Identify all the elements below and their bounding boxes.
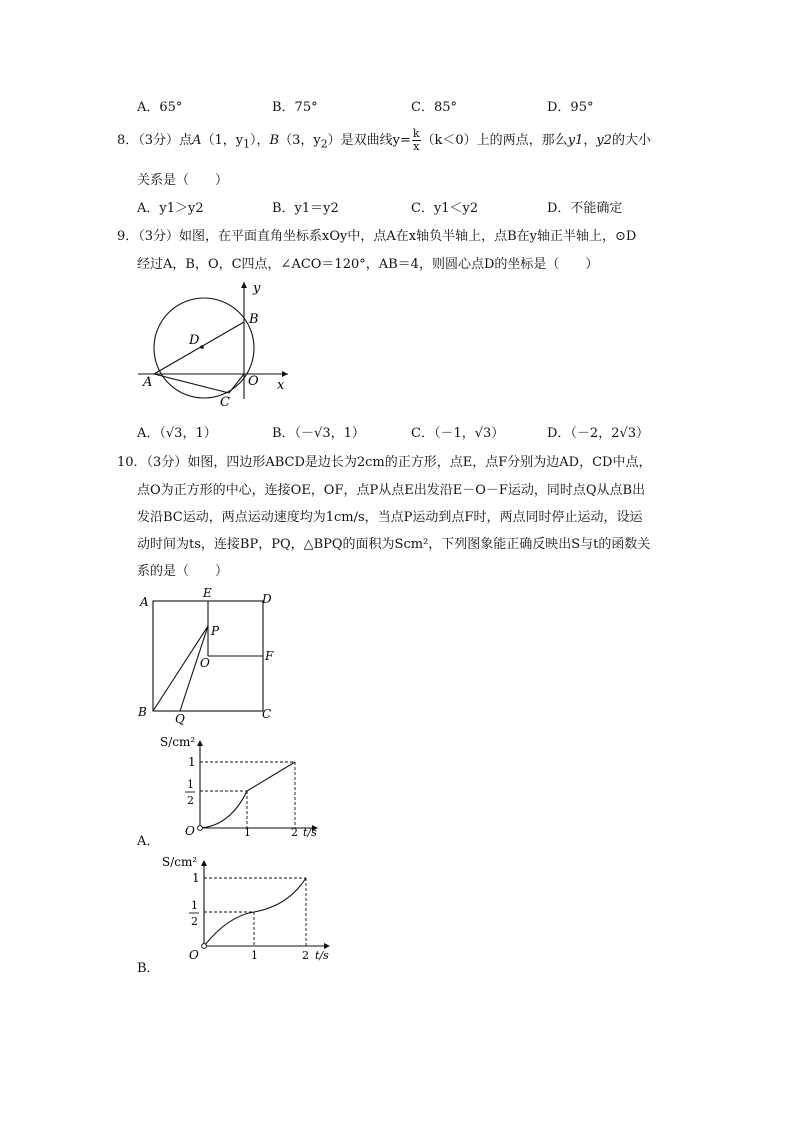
q9-circle-figure — [138, 278, 298, 410]
q9-stem-line1: 9．（3分）如图，在平面直角坐标系xOy中，点A在x轴负半轴上，点B在y轴正半轴上，⊙D — [117, 229, 637, 244]
q9-label-o: O — [248, 374, 259, 389]
q10-label-b: B — [138, 705, 147, 719]
q10-graph-b-xtick-2: 2 — [302, 949, 309, 962]
q10-label-q: Q — [175, 712, 185, 726]
q10-label-d: D — [262, 592, 272, 606]
q9-label-d: D — [189, 333, 200, 348]
q10-label-o: O — [200, 656, 210, 670]
q10-stem-line1: 10．（3分）如图，四边形ABCD是边长为2cm的正方形，点E，点F分别为边AD，CD中点， — [117, 455, 652, 470]
q9-option-c[interactable]: C．（－1，√3） — [411, 426, 505, 441]
q7-option-c[interactable]: C．85° — [411, 100, 457, 115]
q9-label-x: x — [277, 378, 285, 393]
q10-graph-b-xlabel: t/s — [315, 949, 329, 962]
q10-stem-line3: 发沿BC运动，两点运动速度均为1cm/s，当点P运动到点F时，两点同时停止运动，设运 — [137, 510, 643, 525]
q10-graph-a-origin: O — [185, 824, 195, 838]
q10-square-figure — [134, 586, 284, 726]
q8-fraction: $\frac{k}{x}$ — [412, 127, 420, 153]
q10-stem-line5: 系的是（ ） — [137, 564, 229, 579]
q10-graph-a-xtick-1: 1 — [244, 826, 251, 839]
q10-graph-a — [158, 730, 328, 840]
q7-option-d[interactable]: D．95° — [547, 100, 594, 115]
q10-graph-a-ytick-1: 1 — [188, 755, 196, 769]
q9-stem-line2: 经过A，B，O，C四点，∠ACO＝120°，AB＝4，则圆心点D的坐标是（ ） — [137, 257, 599, 272]
q9-center-dot — [200, 345, 204, 349]
q10-option-b-label[interactable]: B． — [137, 961, 160, 976]
q9-label-b: B — [249, 312, 259, 327]
q7-option-b[interactable]: B．75° — [272, 100, 318, 115]
q10-graph-b-ylabel: S/cm² — [162, 855, 198, 869]
q9-option-d[interactable]: D．（－2，2√3） — [547, 426, 650, 441]
q8-option-d[interactable]: D．不能确定 — [547, 201, 623, 216]
q10-graph-b-xtick-1: 1 — [251, 949, 258, 962]
q8-stem-line2: 关系是（ ） — [137, 173, 229, 188]
q9-label-c: C — [220, 395, 230, 410]
q10-graph-b — [158, 850, 338, 965]
q7-option-a[interactable]: A．65° — [137, 100, 183, 115]
q8-option-b[interactable]: B．y1＝y2 — [272, 201, 339, 216]
q8-stem-line1: 8．（3分）点A（1，$y_1$），B（3，$y_2$）是双曲线y= $\frac{k}{x}$ （k＜0）上的两点，那么y1，y2的大小 — [117, 127, 651, 153]
q10-option-a-label[interactable]: A． — [137, 834, 160, 849]
q10-graph-b-ytick-half-den: 2 — [191, 915, 198, 928]
q10-label-e: E — [203, 586, 212, 600]
q8-number: 8． — [117, 133, 139, 148]
q10-graph-b-origin: O — [189, 948, 199, 962]
q10-graph-b-ytick-half-num: 1 — [191, 899, 198, 912]
q10-graph-a-ytick-half-num: 1 — [187, 778, 194, 791]
q10-graph-b-ytick-1: 1 — [192, 871, 200, 885]
q10-graph-a-curve — [200, 762, 295, 828]
q10-label-c: C — [262, 707, 272, 721]
q10-graph-a-xlabel: t/s — [303, 826, 317, 839]
q8-option-a[interactable]: A．y1＞y2 — [137, 201, 204, 216]
q10-graph-a-ytick-half-den: 2 — [187, 794, 194, 807]
q9-option-a[interactable]: A．（√3，1） — [137, 426, 217, 441]
q10-graph-a-ylabel: S/cm² — [160, 735, 196, 749]
q9-label-y: y — [253, 281, 261, 296]
q8-option-c[interactable]: C．y1＜y2 — [411, 201, 479, 216]
q9-circle — [154, 298, 254, 398]
q10-label-f: F — [265, 649, 274, 663]
q10-stem-line2: 点O为正方形的中心，连接OE，OF，点P从点E出发沿E－O－F运动，同时点Q从点B出 — [137, 483, 646, 498]
q10-stem-line4: 动时间为ts，连接BP，PQ，△BPQ的面积为Scm²，下列图象能正确反映出S与t的函数关 — [137, 537, 651, 552]
q9-option-b[interactable]: B．（－√3，1） — [272, 426, 365, 441]
q9-label-a: A — [143, 375, 153, 390]
q10-label-p: P — [211, 624, 220, 638]
q10-label-a: A — [140, 595, 149, 609]
q10-graph-a-xtick-2: 2 — [291, 826, 298, 839]
